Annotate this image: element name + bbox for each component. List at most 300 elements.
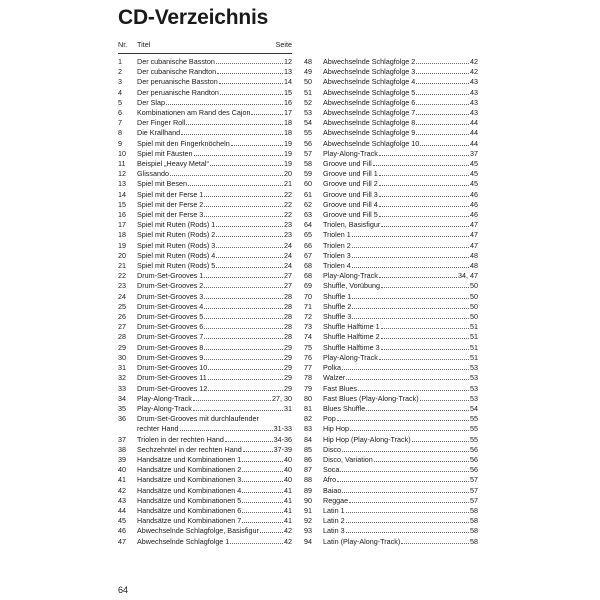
dot-leader — [166, 104, 283, 105]
track-number: 38 — [118, 444, 126, 454]
track-page: 58 — [470, 526, 478, 536]
track-number: 64 — [304, 220, 312, 230]
page-number: 64 — [118, 585, 129, 595]
track-entry — [304, 445, 478, 455]
dot-leader — [358, 390, 469, 391]
track-number: 32 — [118, 373, 126, 383]
dot-leader — [416, 83, 469, 84]
track-title: Groove und Fill 5 — [323, 210, 378, 220]
track-entry — [304, 57, 478, 67]
track-entry — [304, 475, 478, 485]
track-title: Handsätze und Kombinationen 5 — [137, 495, 242, 505]
track-number: 68 — [304, 261, 312, 271]
dot-leader — [208, 379, 283, 380]
track-entry — [118, 322, 292, 332]
track-entry — [118, 271, 292, 281]
track-page: 24 — [284, 240, 292, 250]
track-entry — [304, 486, 478, 496]
track-number: 45 — [118, 516, 126, 526]
track-entry — [304, 414, 478, 424]
track-number: 85 — [304, 444, 312, 454]
dot-leader — [337, 420, 469, 421]
track-entry — [118, 506, 292, 516]
track-title: Glissando — [137, 169, 169, 179]
track-number: 53 — [304, 108, 312, 118]
track-number: 24 — [118, 291, 126, 301]
track-title: Drum-Set-Grooves 2 — [137, 281, 204, 291]
track-title: Abwechselnde Schlagfolge 4 — [323, 77, 416, 87]
track-title: Handsätze und Kombinationen 7 — [137, 516, 242, 526]
track-entry — [304, 169, 478, 179]
track-title-continuation: rechter Hand — [137, 424, 179, 434]
dot-leader — [379, 216, 469, 217]
dot-leader — [194, 155, 283, 156]
track-number: 33 — [118, 383, 126, 393]
track-page: 27, 30 — [272, 393, 292, 403]
track-page: 55 — [470, 434, 478, 444]
dot-leader — [342, 369, 469, 370]
track-number: 75 — [304, 342, 312, 352]
track-page: 57 — [470, 495, 478, 505]
track-page: 55 — [470, 414, 478, 424]
track-page: 22 — [284, 210, 292, 220]
dot-leader — [260, 532, 283, 533]
track-entry — [118, 281, 292, 291]
dot-leader — [216, 257, 283, 258]
dot-leader — [204, 298, 283, 299]
track-entry — [304, 353, 478, 363]
track-entry — [118, 435, 292, 445]
track-number: 12 — [118, 169, 126, 179]
track-entry — [304, 363, 478, 373]
track-title: Shuffle, Vorübung — [323, 281, 381, 291]
dot-leader — [352, 236, 469, 237]
track-entry — [118, 230, 292, 240]
track-number: 54 — [304, 118, 312, 128]
track-number: 43 — [118, 495, 126, 505]
track-number: 67 — [304, 250, 312, 260]
track-title: Drum-Set-Grooves 6 — [137, 322, 204, 332]
track-entry — [304, 77, 478, 87]
track-page: 56 — [470, 465, 478, 475]
track-page: 15 — [284, 87, 292, 97]
track-entry — [118, 149, 292, 159]
track-entry — [118, 159, 292, 169]
dot-leader — [242, 492, 283, 493]
dot-leader — [352, 298, 469, 299]
track-title: Handsätze und Kombinationen 3 — [137, 475, 242, 485]
track-entry — [118, 353, 292, 363]
track-page: 29 — [284, 383, 292, 393]
track-number: 94 — [304, 536, 312, 546]
track-entry — [118, 251, 292, 261]
track-entry — [118, 67, 292, 77]
track-list-left — [118, 57, 292, 547]
dot-leader — [352, 247, 469, 248]
dot-leader — [242, 522, 283, 523]
track-page: 43 — [470, 108, 478, 118]
track-title: Drum-Set-Grooves 1 — [137, 271, 204, 281]
track-title: Shuffle 3 — [323, 312, 352, 322]
track-entry — [304, 210, 478, 220]
track-title: Shuffle 1 — [323, 291, 352, 301]
header-nr: Nr. — [118, 40, 128, 49]
dot-leader — [366, 410, 469, 411]
track-number: 4 — [118, 87, 122, 97]
dot-leader — [204, 287, 283, 288]
track-page: 57 — [470, 485, 478, 495]
track-page: 29 — [284, 352, 292, 362]
track-title: Der cubanische Basston — [137, 57, 215, 66]
track-title: Drum-Set-Grooves 11 — [137, 373, 207, 383]
track-entry — [118, 210, 292, 220]
dot-leader — [381, 338, 469, 339]
track-entry — [118, 394, 292, 404]
track-title: Spiel mit den Fingerknöcheln — [137, 138, 230, 148]
track-number: 21 — [118, 261, 126, 271]
track-entry — [304, 292, 478, 302]
track-number: 60 — [304, 179, 312, 189]
track-title: Shuffle Halftime 1 — [323, 322, 380, 332]
dot-leader — [242, 512, 283, 513]
track-number: 28 — [118, 332, 126, 342]
track-entry — [304, 271, 478, 281]
track-number: 34 — [118, 393, 126, 403]
track-number: 11 — [118, 159, 126, 169]
track-page: 42 — [284, 526, 292, 536]
track-page: 29 — [284, 363, 292, 373]
track-title: Triolen 2 — [323, 240, 351, 250]
dot-leader — [416, 73, 469, 74]
track-entry — [118, 241, 292, 251]
track-number: 7 — [118, 118, 122, 128]
track-number: 63 — [304, 210, 312, 220]
track-page: 58 — [470, 516, 478, 526]
track-number: 2 — [118, 67, 122, 77]
track-title: Spiel mit Ruten (Rods) 2 — [137, 230, 216, 240]
track-entry — [118, 475, 292, 485]
dot-leader — [219, 83, 283, 84]
track-page: 28 — [284, 332, 292, 342]
dot-leader — [220, 94, 283, 95]
track-entry — [304, 118, 478, 128]
dot-leader — [217, 73, 283, 74]
track-title: Abwechselnde Schlagfolge 7 — [323, 108, 416, 118]
track-entry — [304, 190, 478, 200]
track-number: 82 — [304, 414, 312, 424]
track-title: Fast Blues — [323, 383, 357, 393]
dot-leader — [379, 277, 457, 278]
track-entry — [118, 118, 292, 128]
track-title: Soca — [323, 465, 340, 475]
track-entry — [304, 404, 478, 414]
track-page: 42 — [470, 57, 478, 66]
track-title: Drum-Set-Grooves mit durchlaufender — [137, 414, 259, 424]
track-page: 43 — [470, 97, 478, 107]
track-number: 36 — [118, 414, 126, 424]
track-title: Spiel mit Besen — [137, 179, 187, 189]
track-page: 44 — [470, 118, 478, 128]
track-number: 89 — [304, 485, 312, 495]
track-number: 9 — [118, 138, 122, 148]
track-entry — [304, 261, 478, 271]
track-number: 35 — [118, 403, 126, 413]
track-title: Walzer — [323, 373, 346, 383]
track-page: 28 — [284, 322, 292, 332]
track-title: Groove und Fill 1 — [323, 169, 378, 179]
dot-leader — [379, 175, 469, 176]
track-title: Kombinationen am Rand des Cajon — [137, 108, 251, 118]
track-entry — [304, 139, 478, 149]
track-page: 58 — [470, 536, 478, 546]
track-title: Abwechselnde Schlagfolge, Basisfigur — [137, 526, 259, 536]
track-number: 44 — [118, 505, 126, 515]
track-number: 88 — [304, 475, 312, 485]
track-page: 56 — [470, 454, 478, 464]
dot-leader — [379, 359, 469, 360]
track-page: 47 — [470, 220, 478, 230]
track-title: Polka — [323, 363, 341, 373]
track-entry — [304, 302, 478, 312]
track-number: 56 — [304, 138, 312, 148]
dot-leader — [204, 349, 283, 350]
track-entry — [118, 384, 292, 394]
track-page: 16 — [284, 97, 292, 107]
track-entry — [118, 486, 292, 496]
track-entry — [118, 363, 292, 373]
track-page: 28 — [284, 301, 292, 311]
track-page: 23 — [284, 220, 292, 230]
track-title: Play-Along-Track — [323, 352, 378, 362]
track-number: 17 — [118, 220, 126, 230]
track-page: 20 — [284, 169, 292, 179]
track-title: Triolen in der rechten Hand — [137, 434, 224, 444]
track-title: Der peruanische Randton — [137, 87, 219, 97]
track-page: 51 — [470, 342, 478, 352]
track-title: Pop — [323, 414, 336, 424]
track-title: Spiel mit Ruten (Rods) 4 — [137, 250, 216, 260]
track-entry — [118, 108, 292, 118]
track-page: 24 — [284, 261, 292, 271]
track-page: 53 — [470, 383, 478, 393]
track-entry — [118, 302, 292, 312]
track-title: Drum-Set-Grooves 4 — [137, 301, 204, 311]
track-page: 29 — [284, 342, 292, 352]
track-title: Play-Along-Track — [323, 148, 378, 158]
track-entry — [304, 455, 478, 465]
track-number: 46 — [118, 526, 126, 536]
dot-leader — [381, 328, 469, 329]
track-title: Triolen 4 — [323, 261, 351, 271]
track-title: Handsätze und Kombinationen 2 — [137, 465, 242, 475]
track-page: 14 — [284, 77, 292, 87]
track-page: 45 — [470, 169, 478, 179]
track-title: Der Finger Roll — [137, 118, 186, 128]
track-title: Blues Shuffle — [323, 403, 366, 413]
track-number: 66 — [304, 240, 312, 250]
track-entry — [304, 384, 478, 394]
track-page: 50 — [470, 301, 478, 311]
track-number: 61 — [304, 189, 312, 199]
track-number: 41 — [118, 475, 126, 485]
track-page: 40 — [284, 454, 292, 464]
track-page: 29 — [284, 373, 292, 383]
track-number: 6 — [118, 108, 122, 118]
track-entry — [118, 169, 292, 179]
dot-leader — [243, 451, 273, 452]
track-number: 10 — [118, 148, 126, 158]
track-page: 41 — [284, 505, 292, 515]
track-page: 54 — [470, 403, 478, 413]
dot-leader — [208, 369, 283, 370]
track-number: 73 — [304, 322, 312, 332]
track-page: 48 — [470, 250, 478, 260]
track-number: 40 — [118, 465, 126, 475]
track-title: Hip Hop (Play-Along-Track) — [323, 434, 411, 444]
track-number: 77 — [304, 363, 312, 373]
track-entry — [304, 526, 478, 536]
track-page: 18 — [284, 118, 292, 128]
dot-leader — [416, 114, 469, 115]
track-page: 17 — [284, 108, 292, 118]
track-number: 68 — [304, 271, 312, 281]
dot-leader — [204, 318, 283, 319]
track-title: Reggae — [323, 495, 349, 505]
track-number: 79 — [304, 383, 312, 393]
track-title: Fast Blues (Play-Along-Track) — [323, 393, 419, 403]
track-title: Hip Hop — [323, 424, 349, 434]
track-page: 48 — [470, 261, 478, 271]
track-number: 86 — [304, 454, 312, 464]
track-page: 44 — [470, 138, 478, 148]
track-number: 51 — [304, 87, 312, 97]
track-entry — [118, 139, 292, 149]
track-number: 22 — [118, 271, 126, 281]
track-title: Groove und Fill — [323, 159, 372, 169]
track-entry — [118, 332, 292, 342]
track-number: 93 — [304, 526, 312, 536]
track-title: Spiel mit der Ferse 1 — [137, 189, 204, 199]
track-page: 27 — [284, 271, 292, 281]
track-entry — [304, 230, 478, 240]
dot-leader — [204, 328, 283, 329]
track-title: Handsätze und Kombinationen 6 — [137, 505, 242, 515]
track-number: 18 — [118, 230, 126, 240]
track-entry — [118, 414, 292, 434]
track-number: 39 — [118, 454, 126, 464]
track-entry — [304, 88, 478, 98]
track-page: 31-33 — [273, 424, 292, 434]
track-entry — [304, 496, 478, 506]
track-number: 25 — [118, 301, 126, 311]
track-number: 26 — [118, 312, 126, 322]
track-title: Spiel mit Ruten (Rods) 1 — [137, 220, 216, 230]
track-entry — [304, 281, 478, 291]
track-entry — [118, 537, 292, 547]
track-page: 28 — [284, 291, 292, 301]
dot-leader — [416, 94, 469, 95]
dot-leader — [346, 379, 469, 380]
track-entry — [118, 373, 292, 383]
dot-leader — [350, 430, 469, 431]
track-entry — [118, 220, 292, 230]
dot-leader — [346, 522, 469, 523]
dot-leader — [340, 471, 469, 472]
dot-leader — [230, 543, 283, 544]
track-title: Beispiel „Heavy Metal“ — [137, 159, 209, 169]
dot-leader — [379, 196, 469, 197]
dot-leader — [231, 145, 283, 146]
track-page: 58 — [470, 505, 478, 515]
track-entry — [304, 200, 478, 210]
track-entry — [118, 516, 292, 526]
track-entry — [118, 496, 292, 506]
table-header — [118, 40, 292, 52]
track-title: Abwechselnde Schlagfolge 9 — [323, 128, 416, 138]
track-title: Spiel mit Ruten (Rods) 5 — [137, 261, 216, 271]
track-number: 55 — [304, 128, 312, 138]
track-entry — [118, 128, 292, 138]
track-title: Groove und Fill 4 — [323, 199, 378, 209]
track-title: Abwechselnde Schlagfolge 8 — [323, 118, 416, 128]
dot-leader — [216, 226, 283, 227]
track-number: 8 — [118, 128, 122, 138]
track-title: Drum-Set-Grooves 10 — [137, 363, 208, 373]
dot-leader — [337, 481, 469, 482]
track-title: Die Krallhand — [137, 128, 181, 138]
track-title: Der cubanische Randton — [137, 67, 217, 77]
track-entry — [118, 200, 292, 210]
track-title: Play-Along-Track — [137, 393, 192, 403]
track-number: 5 — [118, 97, 122, 107]
dot-leader — [379, 185, 469, 186]
track-number: 71 — [304, 301, 312, 311]
track-entry — [304, 128, 478, 138]
track-page: 24 — [284, 250, 292, 260]
dot-leader — [416, 63, 469, 64]
dot-leader — [242, 481, 283, 482]
track-number: 13 — [118, 179, 126, 189]
track-page: 27 — [284, 281, 292, 291]
track-number: 62 — [304, 199, 312, 209]
dot-leader — [216, 236, 283, 237]
track-title: Drum-Set-Grooves 7 — [137, 332, 204, 342]
track-number: 14 — [118, 189, 126, 199]
dot-leader — [204, 216, 283, 217]
track-page: 53 — [470, 393, 478, 403]
dot-leader — [379, 155, 469, 156]
track-number: 81 — [304, 403, 312, 413]
track-number: 80 — [304, 393, 312, 403]
track-entry — [118, 88, 292, 98]
track-page: 19 — [284, 148, 292, 158]
dot-leader — [374, 461, 469, 462]
track-page: 45 — [470, 159, 478, 169]
dot-leader — [381, 287, 469, 288]
track-title: Triolen 3 — [323, 250, 351, 260]
track-title: Abwechselnde Schlagfolge 5 — [323, 87, 416, 97]
track-entry — [118, 445, 292, 455]
track-page: 51 — [470, 322, 478, 332]
track-number: 42 — [118, 485, 126, 495]
track-title: Abwechselnde Schlagfolge 2 — [323, 57, 416, 66]
dot-leader — [346, 532, 469, 533]
track-entry — [304, 516, 478, 526]
dot-leader — [225, 441, 273, 442]
track-page: 46 — [470, 189, 478, 199]
track-page: 42 — [470, 67, 478, 77]
track-number: 50 — [304, 77, 312, 87]
